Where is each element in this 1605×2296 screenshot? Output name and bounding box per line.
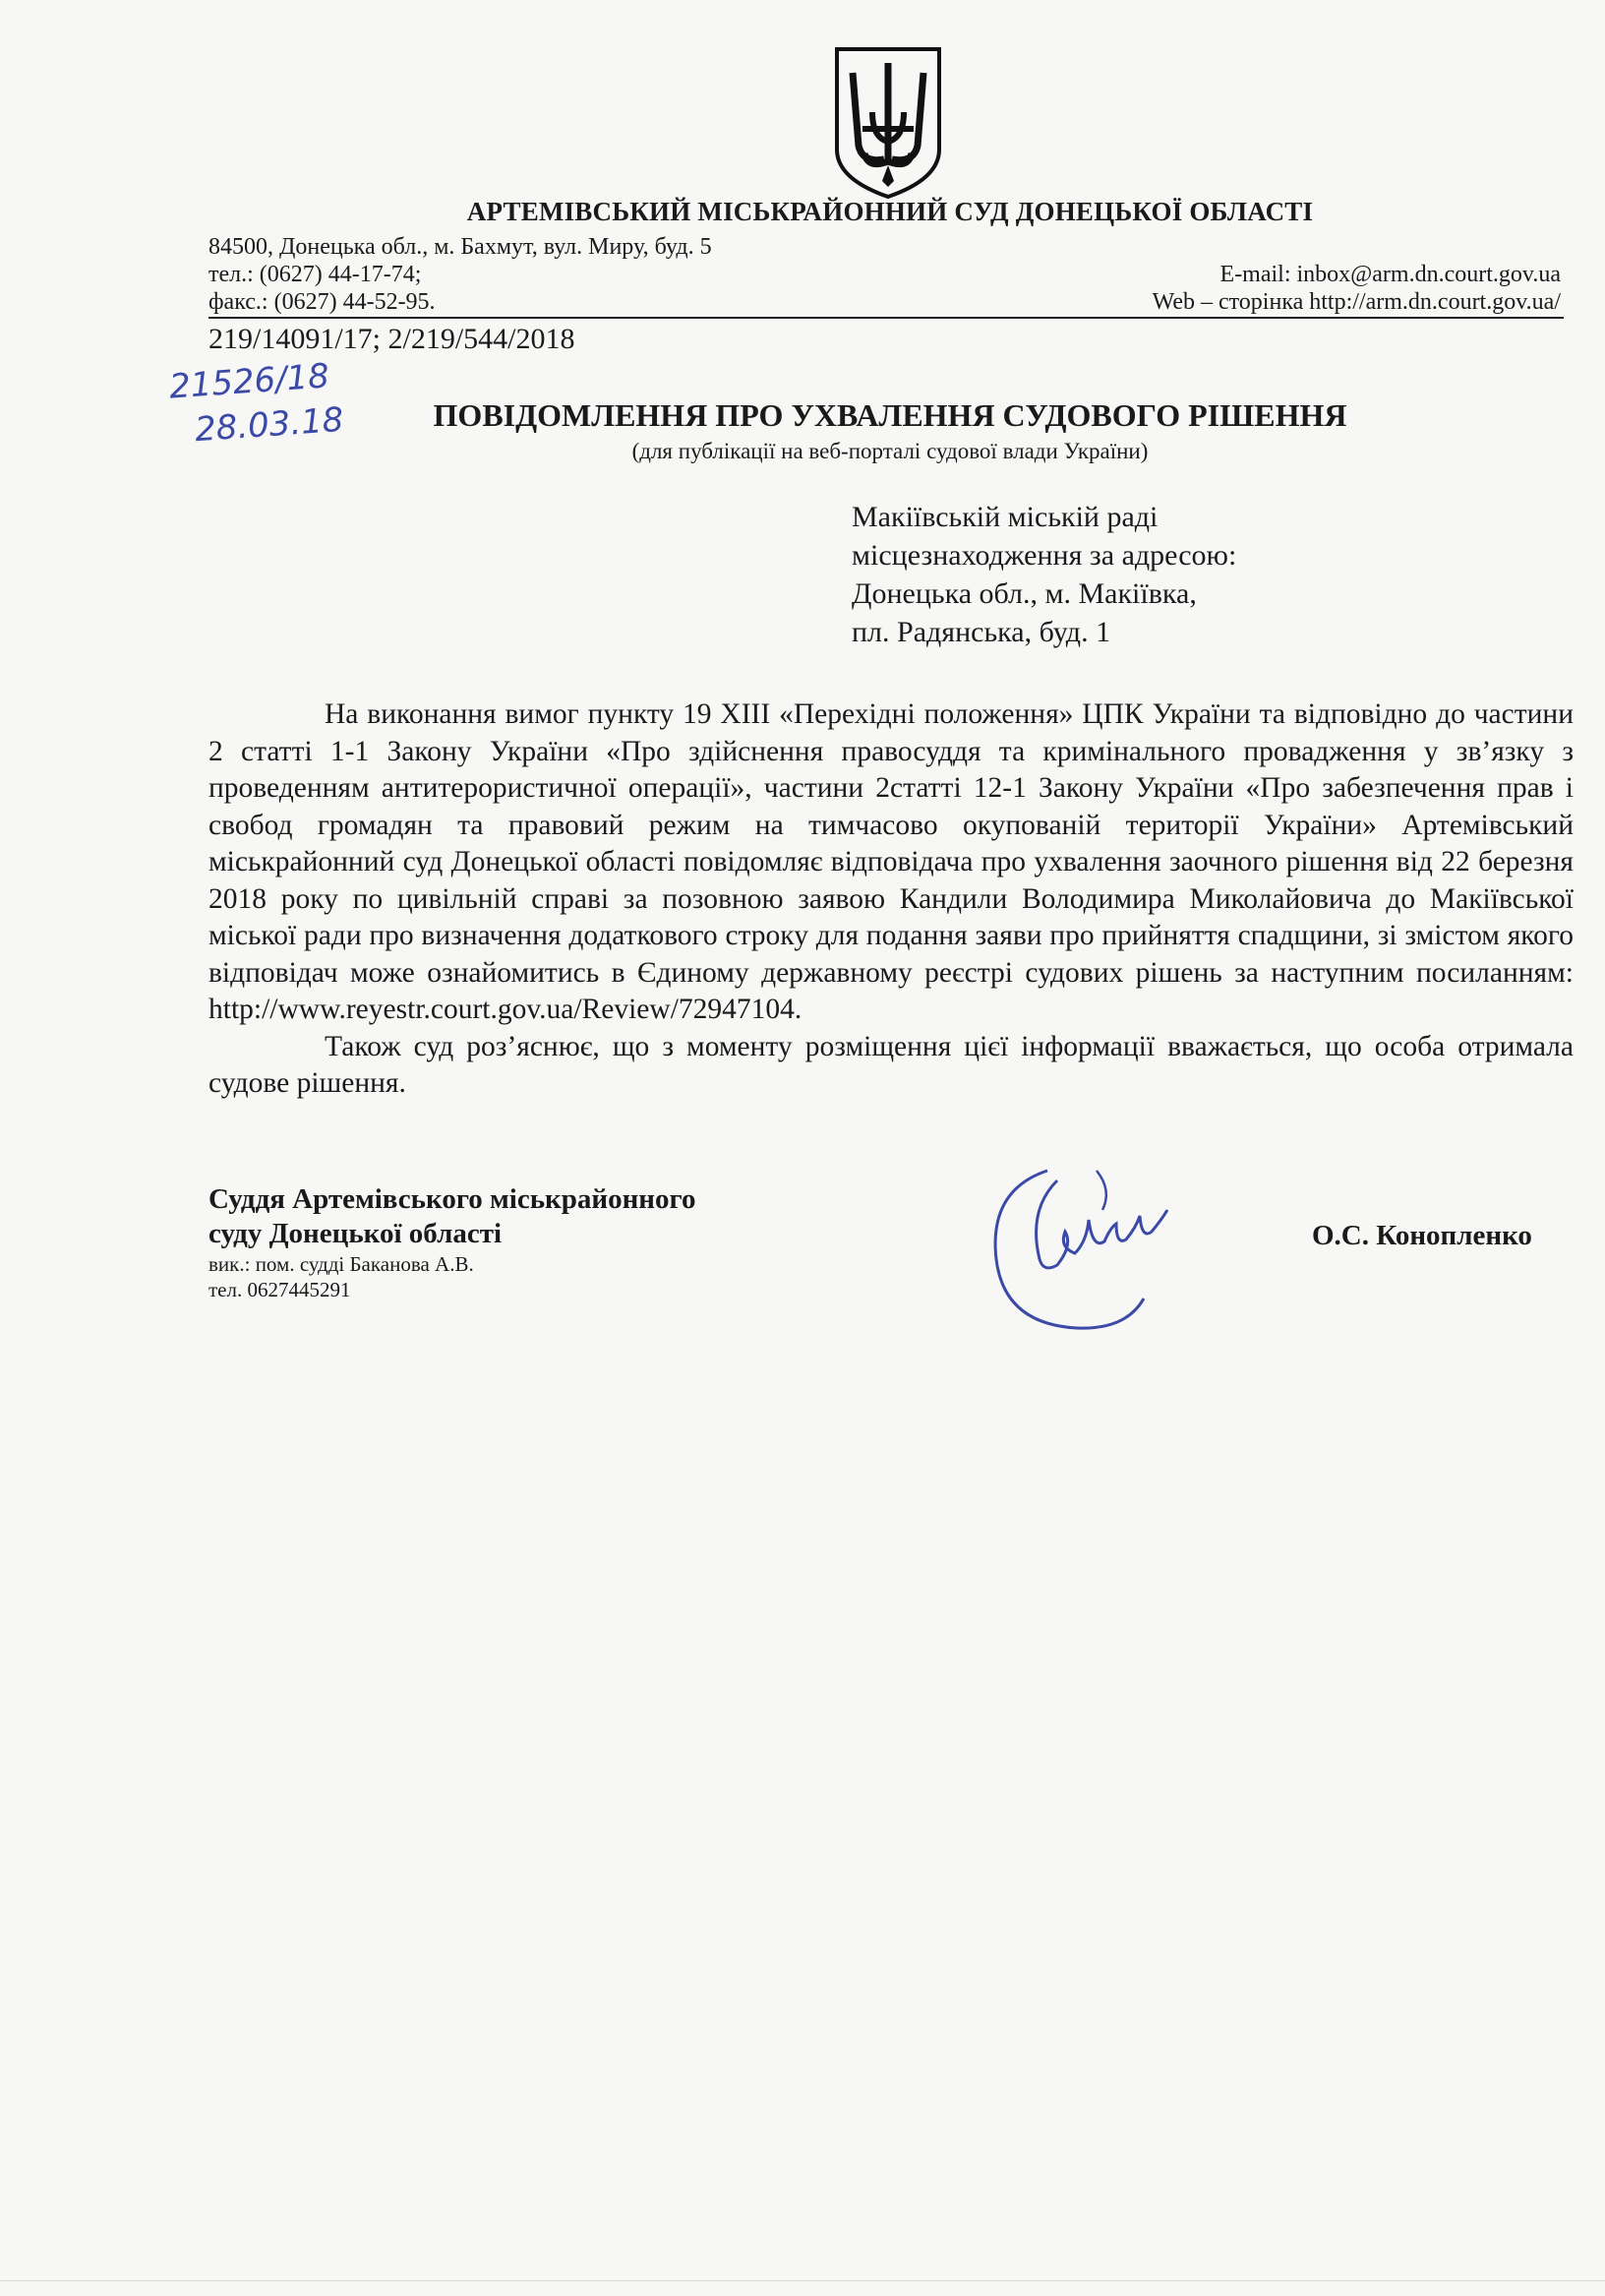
- executor-note: вик.: пом. судді Баканова А.В.: [208, 1252, 474, 1276]
- signature-block: [208, 1182, 695, 1302]
- case-numbers: 219/14091/17; 2/219/544/2018: [208, 323, 575, 355]
- recipient-line: Макіївській міській раді: [852, 501, 1159, 533]
- document-subtitle: (для публікації на веб-порталі судової влади України): [631, 439, 1149, 463]
- coat-of-arms-icon: [829, 43, 947, 201]
- court-name: АРТЕМІВСЬКИЙ МІСЬКРАЙОННИЙ СУД ДОНЕЦЬКОЇ ОБЛАСТІ: [466, 197, 1314, 226]
- recipient-line: місцезнаходження за адресою:: [852, 539, 1237, 572]
- document-title: ПОВІДОМЛЕННЯ ПРО УХВАЛЕННЯ СУДОВОГО РІШЕННЯ: [433, 397, 1347, 433]
- notice-body: [208, 696, 1574, 1103]
- court-website: Web – сторінка http://arm.dn.court.gov.ua/: [1152, 289, 1561, 315]
- handwritten-registration-date: 28.03.18: [193, 399, 345, 451]
- recipient-block: [852, 498, 1236, 651]
- page-bottom-edge: [0, 2280, 1605, 2281]
- handwritten-registration-number: 21526/18: [167, 356, 331, 407]
- court-phone: тел.: (0627) 44-17-74;: [208, 262, 422, 287]
- executor-phone: тел. 0627445291: [208, 1278, 351, 1301]
- judge-name: О.С. Конопленко: [1312, 1220, 1532, 1251]
- judge-title: суду Донецької області: [208, 1218, 503, 1249]
- body-paragraph: Також суд роз’яснює, що з моменту розміщення цієї інформації вважається, що особа отримала судове рішення.: [208, 1030, 1574, 1099]
- recipient-line: Донецька обл., м. Макіївка,: [852, 577, 1197, 610]
- recipient-line: пл. Радянська, буд. 1: [852, 616, 1111, 648]
- court-email: E-mail: inbox@arm.dn.court.gov.ua: [1219, 262, 1561, 287]
- court-fax: факс.: (0627) 44-52-95.: [208, 289, 436, 315]
- header-divider: [208, 317, 1564, 319]
- court-address: 84500, Донецька обл., м. Бахмут, вул. Миру, буд. 5: [208, 234, 712, 260]
- judge-title: Суддя Артемівського міськрайонного: [208, 1183, 696, 1215]
- signature-icon: [979, 1151, 1205, 1338]
- body-paragraph: На виконання вимог пункту 19 ХІІІ «Перехідні положення» ЦПК України та відповідно до частини 2 статті 1-1 Закону України «Про здійснення правосуддя та кримінального провадження у зв’язку з проведенням антитерористичної операції», частини 2статті 12-1 Закону України «Про забезпечення прав і свобод громадян та правовий режим на тимчасово окупованій території України» Артемівський міськрайонний суд Донецької області повідомляє відповідача про ухвалення заочного рішення від 22 березня 2018 року по цивільній справі за позовною заявою Кандили Володимира Миколайовича до Макіївської міської ради про визначення додаткового строку для подання заяви про прийняття спадщини, зі змістом якого відповідач може ознайомитись в Єдиному державному реєстрі судових рішень за наступним посиланням: http://www.reyestr.court.gov.ua/Review/72947104.: [208, 698, 1574, 1025]
